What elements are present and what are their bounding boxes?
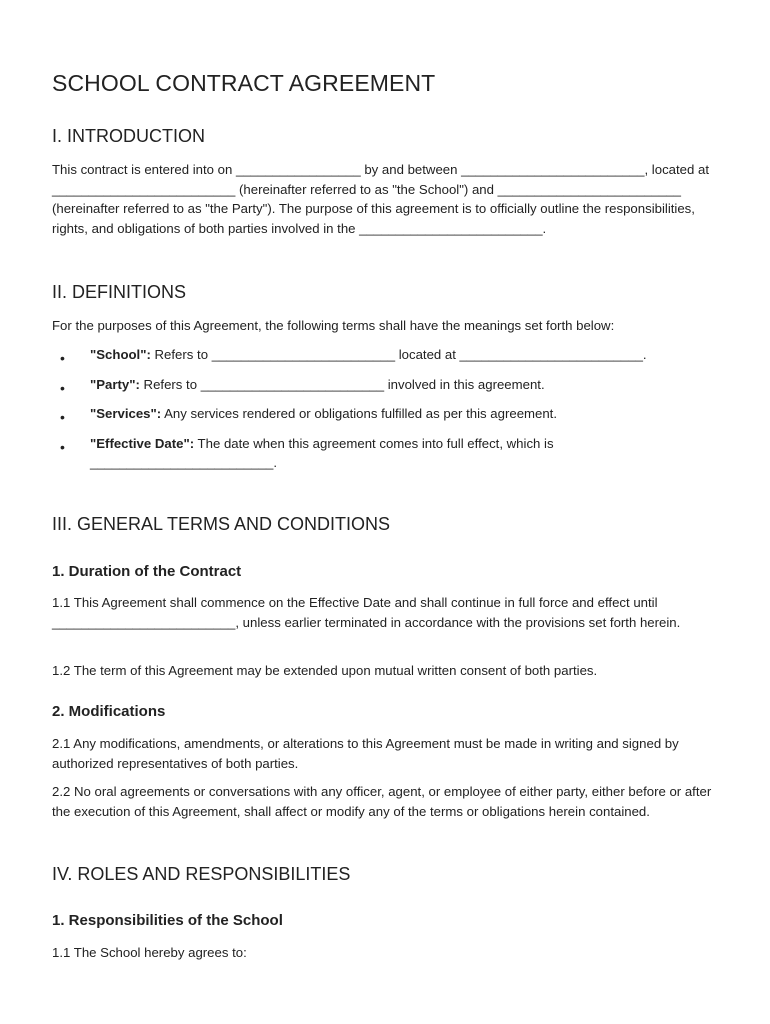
definitions-list [52,345,724,473]
definition-term: "Services": [90,406,162,421]
introduction-paragraph: This contract is entered into on _________________ by and between _________________________, located at _________________________ (hereinafter referred to as "the School") and _________________________ (hereinafter referred to as "the Party"). The purpose of this agreement is to officially outline the responsibilities, rights, and obligations of both parties involved in the _________________________. [52,162,709,236]
definition-item [52,404,724,424]
section-heading-general-terms: III. GENERAL TERMS AND CONDITIONS [52,514,391,534]
definition-term: "Party": [90,376,140,392]
definitions-lead: For the purposes of this Agreement, the following terms shall have the meanings set forth below: [52,318,615,333]
definition-text: The date when this agreement comes into full effect, which is _________________________. [90,435,554,470]
school-clause-1-1: 1.1 The School hereby agrees to: [52,945,247,960]
definition-item [52,345,724,365]
definition-item [52,375,724,395]
definition-text: Refers to _________________________ involved in this agreement. [139,376,545,392]
bullet-icon: • [60,350,65,366]
definition-term: "School": [90,347,151,362]
subsection-heading-duration: 1. Duration of the Contract [52,563,242,580]
definition-item [52,434,724,473]
definition-text: Any services rendered or obligations fulfilled as per this agreement. [161,406,558,421]
document-title: SCHOOL CONTRACT AGREEMENT [52,70,436,96]
bullet-icon: • [60,438,65,455]
bullet-icon: • [60,409,65,425]
definition-term: "Effective Date": [90,435,195,451]
subsection-heading-modifications: 2. Modifications [52,703,166,720]
section-heading-roles: IV. ROLES AND RESPONSIBILITIES [52,864,351,884]
duration-clause-1-2: 1.2 The term of this Agreement may be extended upon mutual written consent of both parties. [52,663,598,678]
bullet-icon: • [60,379,65,396]
definition-text: Refers to _________________________ located at _________________________. [150,347,647,362]
subsection-heading-school-responsibilities: 1. Responsibilities of the School [52,912,283,929]
section-heading-definitions: II. DEFINITIONS [52,282,187,302]
duration-clause-1-1: 1.1 This Agreement shall commence on the Effective Date and shall continue in full force and effect until _________________________, unless earlier terminated in accordance with the provisions set forth herein. [52,595,681,630]
modifications-clause-2-2: 2.2 No oral agreements or conversations with any officer, agent, or employee of either party, either before or after the execution of this Agreement, shall affect or modify any of the terms or obligations herein contained. [52,784,712,819]
section-heading-introduction: I. INTRODUCTION [52,126,205,146]
modifications-clause-2-1: 2.1 Any modifications, amendments, or alterations to this Agreement must be made in writing and signed by authorized representatives of both parties. [52,736,679,771]
